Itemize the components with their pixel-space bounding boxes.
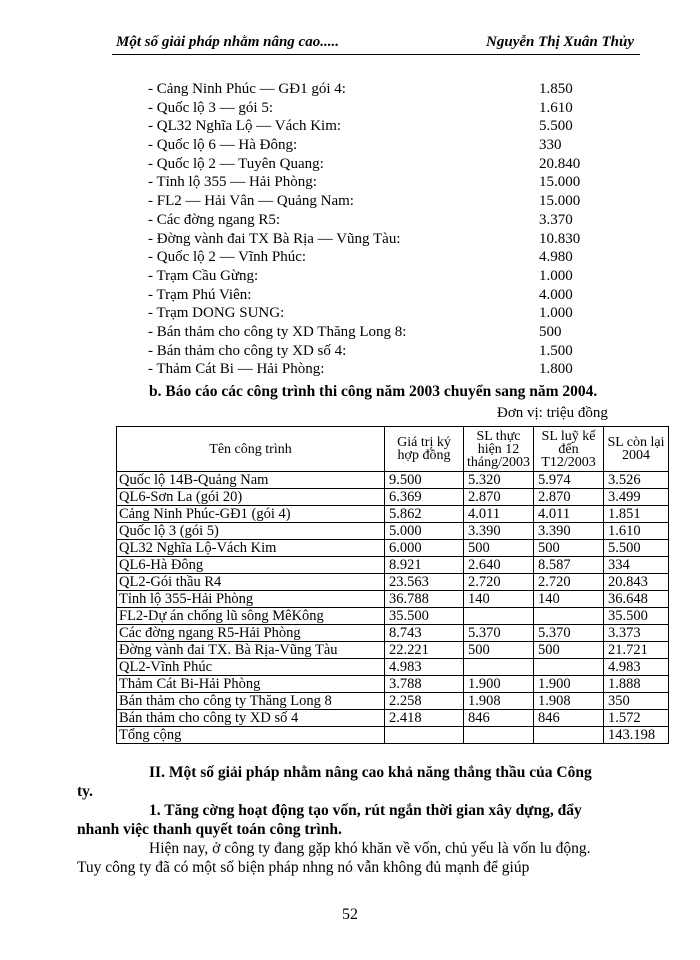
table-cell-value: 35.500 [385, 608, 464, 625]
table-row [117, 608, 669, 625]
table-cell-value: 2.720 [534, 574, 604, 591]
list-item-name: - Cảng Ninh Phúc — GĐ1 gói 4: [148, 81, 346, 97]
table-row [117, 693, 669, 710]
table-cell-value: 2.418 [385, 710, 464, 727]
table-cell-name: Cảng Ninh Phúc-GĐ1 (gói 4) [117, 506, 385, 523]
section-1-line1: 1. Tăng cờng hoạt động tạo vốn, rút ngắn thời gian xây dựng, đẩy [149, 802, 582, 819]
table-cell-value: 5.862 [385, 506, 464, 523]
table-row [117, 710, 669, 727]
table-cell-name: Bán thảm cho công ty XD số 4 [117, 710, 385, 727]
table-row [117, 506, 669, 523]
table-cell-value: 2.720 [464, 574, 534, 591]
list-item [148, 136, 628, 155]
list-item-name: - Các đờng ngang R5: [148, 211, 281, 228]
list-item-name: - Đờng vành đai TX Bà Rịa — Vũng Tàu: [148, 230, 401, 247]
list-item [148, 267, 628, 286]
table-cell-value: 2.870 [534, 489, 604, 506]
table-cell-value: 5.500 [604, 540, 669, 557]
table-cell-value: 350 [604, 693, 669, 710]
table-cell-name: QL6-Sơn La (gói 20) [117, 489, 385, 506]
list-item-value: 330 [539, 137, 562, 154]
list-item [148, 117, 628, 136]
col-header-name: Tên công trình [117, 427, 385, 472]
table-cell-name: Thảm Cát Bi-Hải Phòng [117, 676, 385, 693]
table-cell-value: 6.000 [385, 540, 464, 557]
table-cell-value [534, 727, 604, 744]
table-row [117, 676, 669, 693]
table-cell-value: 846 [534, 710, 604, 727]
projects-table [116, 426, 669, 744]
table-cell-value: 3.373 [604, 625, 669, 642]
table-cell-value [534, 608, 604, 625]
list-item-value: 15.000 [539, 174, 581, 191]
table-cell-value: 500 [534, 642, 604, 659]
unit-label: Đơn vị: triệu đồng [497, 405, 608, 421]
table-cell-value: 4.983 [604, 659, 669, 676]
table-cell-value: 1.900 [534, 676, 604, 693]
table-cell-value: 3.390 [534, 523, 604, 540]
section-ii-line1: II. Một số giải pháp nhằm nâng cao khả năng thắng thầu của Công [149, 764, 592, 781]
table-cell-value: 5.000 [385, 523, 464, 540]
table-cell-value: 846 [464, 710, 534, 727]
list-item [148, 360, 628, 379]
list-item-value: 15.000 [539, 193, 581, 210]
list-item-value: 5.500 [539, 118, 573, 135]
table-cell-name: Quốc lộ 3 (gói 5) [117, 523, 385, 540]
list-item-name: - Trạm DONG SUNG: [148, 305, 285, 322]
list-item [148, 286, 628, 305]
table-cell-value: 5.370 [464, 625, 534, 642]
header-author: Nguyễn Thị Xuân Thủy [486, 34, 634, 50]
table-cell-value [385, 727, 464, 744]
table-row [117, 591, 669, 608]
table-cell-value: 4.983 [385, 659, 464, 676]
list-item-value: 4.980 [539, 249, 573, 266]
table-cell-value: 334 [604, 557, 669, 574]
list-item-name: - Thảm Cát Bi — Hải Phòng: [148, 361, 325, 378]
project-value-list [148, 80, 628, 379]
list-item-name: - QL32 Nghĩa Lộ — Vách Kim: [148, 118, 342, 135]
table-cell-value: 2.258 [385, 693, 464, 710]
table-cell-value: 3.390 [464, 523, 534, 540]
list-item [148, 99, 628, 118]
list-item-name: - Quốc lộ 3 — gói 5: [148, 99, 273, 116]
list-item-value: 1.800 [539, 361, 573, 378]
table-row [117, 574, 669, 591]
table-cell-name: QL2-Gói thầu R4 [117, 574, 385, 591]
section-1-heading [77, 801, 643, 839]
body-line2: Tuy công ty đã có một số biện pháp nhng nó vẫn không đủ mạnh để giúp [77, 859, 530, 876]
list-item-name: - FL2 — Hải Vân — Quảng Nam: [148, 193, 354, 210]
table-cell-value [464, 659, 534, 676]
table-row [117, 659, 669, 676]
table-cell-value: 2.640 [464, 557, 534, 574]
list-item [148, 230, 628, 249]
list-item-name: - Bán thảm cho công ty XD số 4: [148, 342, 347, 359]
table-cell-value: 8.921 [385, 557, 464, 574]
table-cell-value: 1.908 [464, 693, 534, 710]
table-cell-value: 4.011 [534, 506, 604, 523]
table-row [117, 540, 669, 557]
table-cell-value: 20.843 [604, 574, 669, 591]
table-cell-name: Quốc lộ 14B-Quảng Nam [117, 472, 385, 489]
table-cell-value: 5.320 [464, 472, 534, 489]
section-1-line2: nhanh việc thanh quyết toán công trình. [77, 821, 342, 838]
table-cell-value: 36.648 [604, 591, 669, 608]
col-header-cumulative: SL luỹ kế đến T12/2003 [534, 427, 604, 472]
list-item [148, 323, 628, 342]
list-item [148, 248, 628, 267]
table-cell-name: Đờng vành đai TX. Bà Rịa-Vũng Tàu [117, 642, 385, 659]
list-item [148, 342, 628, 361]
list-item-name: - Trạm Phú Viên: [148, 286, 252, 303]
table-cell-value: 500 [534, 540, 604, 557]
table-cell-value: 140 [534, 591, 604, 608]
list-item-name: - Tỉnh lộ 355 — Hải Phòng: [148, 174, 317, 191]
table-cell-name: QL6-Hà Đông [117, 557, 385, 574]
table-cell-value: 1.610 [604, 523, 669, 540]
list-item-name: - Quốc lộ 2 — Vĩnh Phúc: [148, 249, 307, 266]
table-cell-name: Các đờng ngang R5-Hải Phòng [117, 625, 385, 642]
table-row [117, 642, 669, 659]
table-body [117, 472, 669, 744]
table-cell-value: 36.788 [385, 591, 464, 608]
table-cell-value: 4.011 [464, 506, 534, 523]
table-cell-value: 5.370 [534, 625, 604, 642]
table-cell-value: 9.500 [385, 472, 464, 489]
table-cell-value [534, 659, 604, 676]
page-number: 52 [342, 906, 358, 923]
list-item-value: 20.840 [539, 155, 581, 172]
list-item-value: 1.850 [539, 81, 573, 97]
table-cell-name: Tỉnh lộ 355-Hải Phòng [117, 591, 385, 608]
table-cell-value: 140 [464, 591, 534, 608]
list-item [148, 80, 628, 99]
list-item-value: 3.370 [539, 211, 573, 228]
table-header-row [117, 427, 669, 472]
list-item-value: 1.000 [539, 267, 573, 284]
list-item-name: - Trạm Cầu Gừng: [148, 267, 259, 284]
table-cell-value: 23.563 [385, 574, 464, 591]
col-header-remaining-2004: SL còn lại 2004 [604, 427, 669, 472]
section-ii-heading [77, 763, 643, 801]
table-cell-name: QL2-Vĩnh Phúc [117, 659, 385, 676]
table-cell-value [464, 608, 534, 625]
section-ii-line2: ty. [77, 783, 93, 800]
table-cell-value [464, 727, 534, 744]
list-item-value: 500 [539, 323, 562, 340]
list-item [148, 304, 628, 323]
list-item-value: 1.610 [539, 99, 573, 116]
table-cell-value: 6.369 [385, 489, 464, 506]
table-row [117, 727, 669, 744]
table-cell-value: 1.908 [534, 693, 604, 710]
table-cell-name: Tổng cộng [117, 727, 385, 744]
list-item [148, 173, 628, 192]
col-header-done-2003: SL thực hiện 12 tháng/2003 [464, 427, 534, 472]
table-cell-value: 143.198 [604, 727, 669, 744]
table-row [117, 557, 669, 574]
list-item-name: - Quốc lộ 6 — Hà Đông: [148, 137, 298, 154]
page-header [112, 34, 640, 55]
table-cell-value: 8.587 [534, 557, 604, 574]
table-cell-value: 500 [464, 642, 534, 659]
table-cell-value: 3.499 [604, 489, 669, 506]
table-cell-name: QL32 Nghĩa Lộ-Vách Kim [117, 540, 385, 557]
table-row [117, 472, 669, 489]
table-row [117, 489, 669, 506]
table-cell-value: 21.721 [604, 642, 669, 659]
table-cell-value: 22.221 [385, 642, 464, 659]
col-header-contract-value: Giá trị ký hợp đồng [385, 427, 464, 472]
body-paragraph [77, 839, 643, 877]
header-left-title: Một số giải pháp nhằm nâng cao..... [116, 34, 339, 50]
table-cell-value: 3.526 [604, 472, 669, 489]
table-cell-value: 2.870 [464, 489, 534, 506]
list-item-value: 1.500 [539, 342, 573, 359]
list-item-value: 1.000 [539, 305, 573, 322]
body-line1: Hiện nay, ở công ty đang gặp khó khăn về vốn, chủ yếu là vốn lu động. [149, 840, 591, 857]
table-cell-value: 1.888 [604, 676, 669, 693]
table-cell-value: 1.900 [464, 676, 534, 693]
table-cell-value: 5.974 [534, 472, 604, 489]
list-item [148, 155, 628, 174]
table-cell-value: 1.572 [604, 710, 669, 727]
table-row [117, 523, 669, 540]
table-cell-value: 1.851 [604, 506, 669, 523]
table-cell-name: Bán thảm cho công ty Thăng Long 8 [117, 693, 385, 710]
table-cell-value: 8.743 [385, 625, 464, 642]
list-item-name: - Bán thảm cho công ty XD Thăng Long 8: [148, 323, 407, 340]
table-cell-value: 3.788 [385, 676, 464, 693]
table-cell-name: FL2-Dự án chống lũ sông MêKông [117, 608, 385, 625]
list-item-value: 4.000 [539, 286, 573, 303]
table-cell-value: 500 [464, 540, 534, 557]
list-item-name: - Quốc lộ 2 — Tuyên Quang: [148, 155, 324, 172]
section-b-title: b. Báo cáo các công trình thi công năm 2003 chuyển sang năm 2004. [149, 383, 598, 400]
list-item [148, 211, 628, 230]
list-item-value: 10.830 [539, 230, 581, 247]
table-row [117, 625, 669, 642]
list-item [148, 192, 628, 211]
table-cell-value: 35.500 [604, 608, 669, 625]
